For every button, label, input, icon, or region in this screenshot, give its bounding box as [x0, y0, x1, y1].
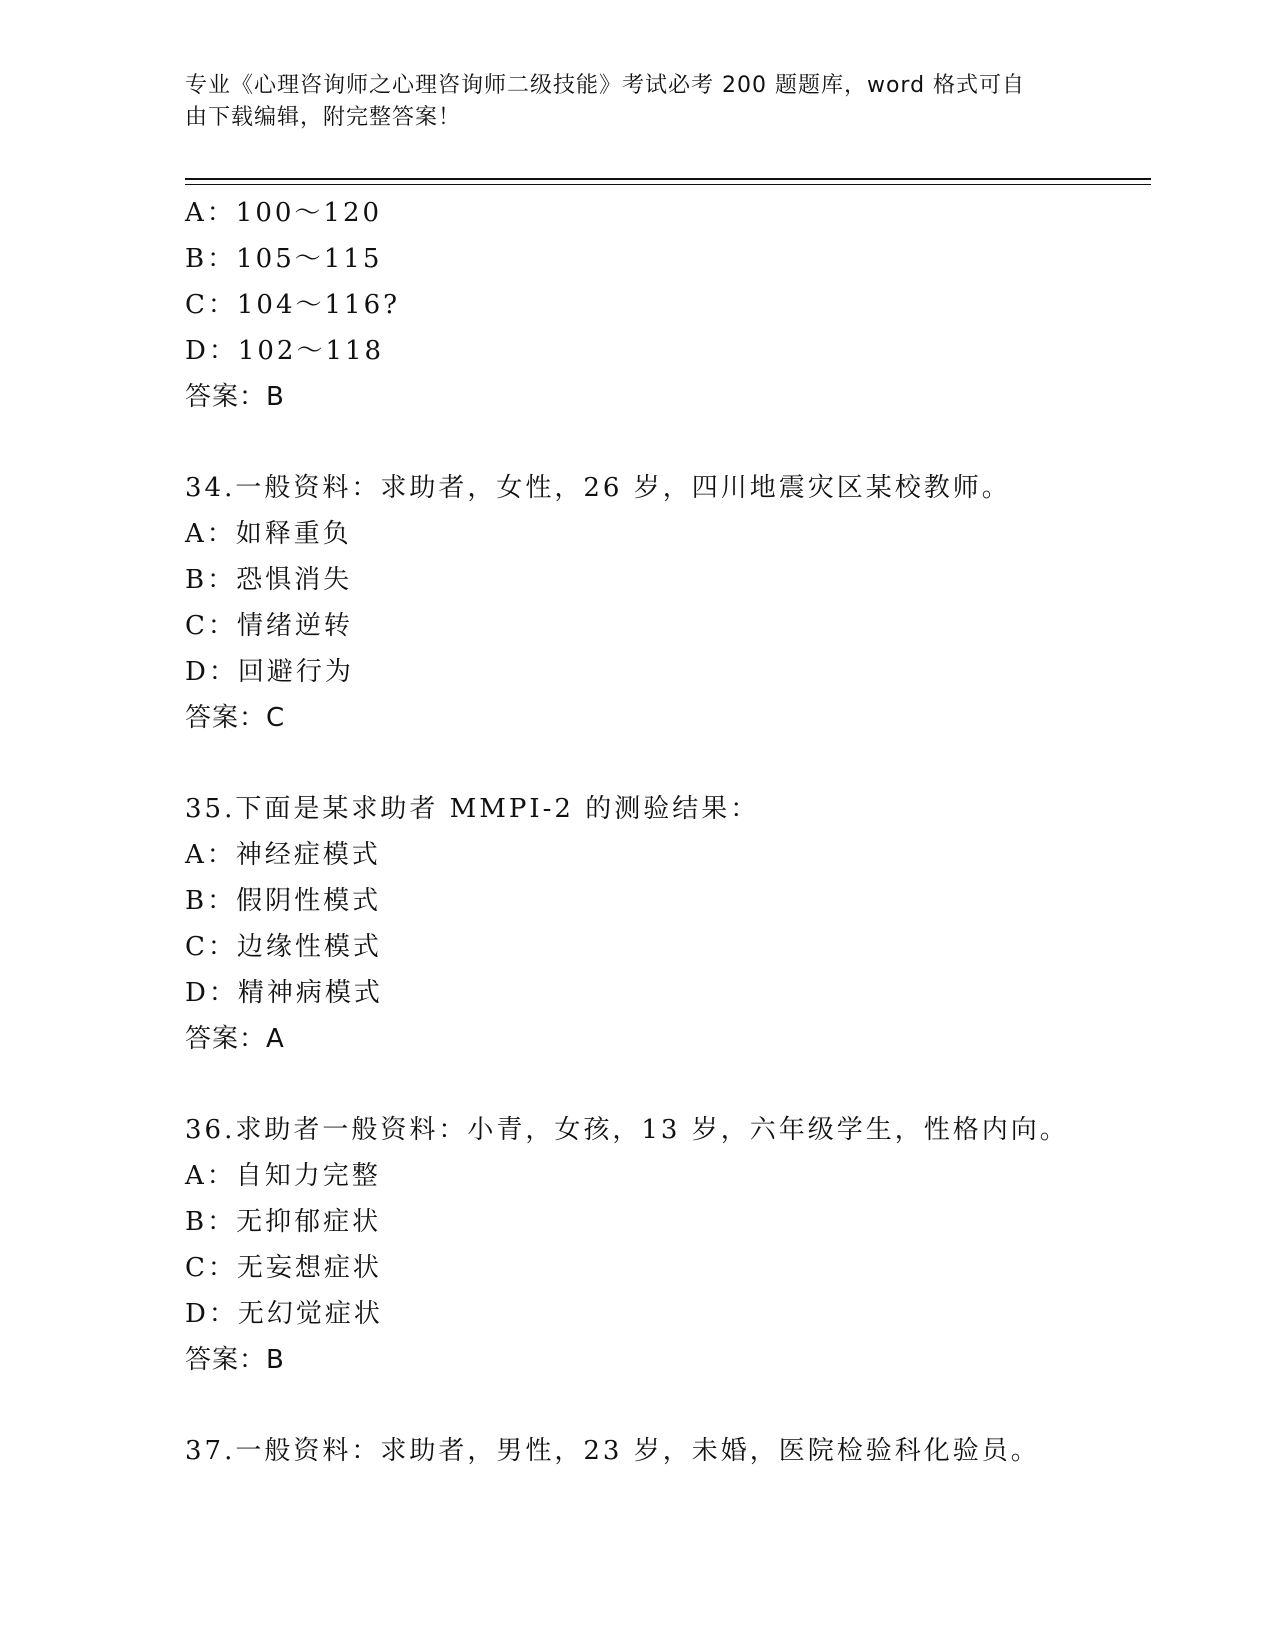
option-a: A：如释重负	[185, 519, 352, 549]
question-stem: 34.一般资料：求助者，女性，26 岁，四川地震灾区某校教师。	[185, 473, 1011, 503]
question-33-continued	[185, 190, 1151, 420]
question-35	[185, 786, 1151, 1062]
option-c: C：情绪逆转	[185, 611, 353, 641]
answer-line: 答案：B	[185, 382, 285, 412]
option-b: B：恐惧消失	[185, 565, 353, 595]
option-d: D：无幻觉症状	[185, 1299, 383, 1329]
option-d: D：102～118	[185, 336, 385, 366]
option-c: C：边缘性模式	[185, 932, 382, 962]
option-d: D：回避行为	[185, 657, 354, 687]
answer-line: 答案：C	[185, 703, 286, 733]
answer-line: 答案：A	[185, 1024, 285, 1054]
question-stem: 36.求助者一般资料：小青，女孩，13 岁，六年级学生，性格内向。	[185, 1115, 1069, 1145]
option-b: B：105～115	[185, 244, 383, 274]
header-line-2: 由下载编辑，附完整答案！	[185, 105, 462, 130]
question-36	[185, 1107, 1151, 1383]
header-divider	[185, 178, 1151, 185]
option-a: A：神经症模式	[185, 840, 381, 870]
option-b: B：假阴性模式	[185, 886, 382, 916]
question-stem: 35.下面是某求助者 MMPI-2 的测验结果：	[185, 794, 760, 824]
option-a: A：100～120	[185, 198, 383, 228]
option-b: B：无抑郁症状	[185, 1207, 382, 1237]
option-c: C：无妄想症状	[185, 1253, 382, 1283]
document-header	[185, 70, 1065, 134]
answer-line: 答案：B	[185, 1345, 285, 1375]
question-34	[185, 465, 1151, 741]
header-line-1: 专业《心理咨询师之心理咨询师二级技能》考试必考 200 题题库，word 格式可自	[185, 73, 1026, 98]
option-d: D：精神病模式	[185, 978, 383, 1008]
question-list	[185, 190, 1151, 1474]
question-37	[185, 1428, 1151, 1474]
question-stem: 37.一般资料：求助者，男性，23 岁，未婚，医院检验科化验员。	[185, 1436, 1040, 1466]
option-c: C：104～116?	[185, 290, 401, 320]
option-a: A：自知力完整	[185, 1161, 381, 1191]
